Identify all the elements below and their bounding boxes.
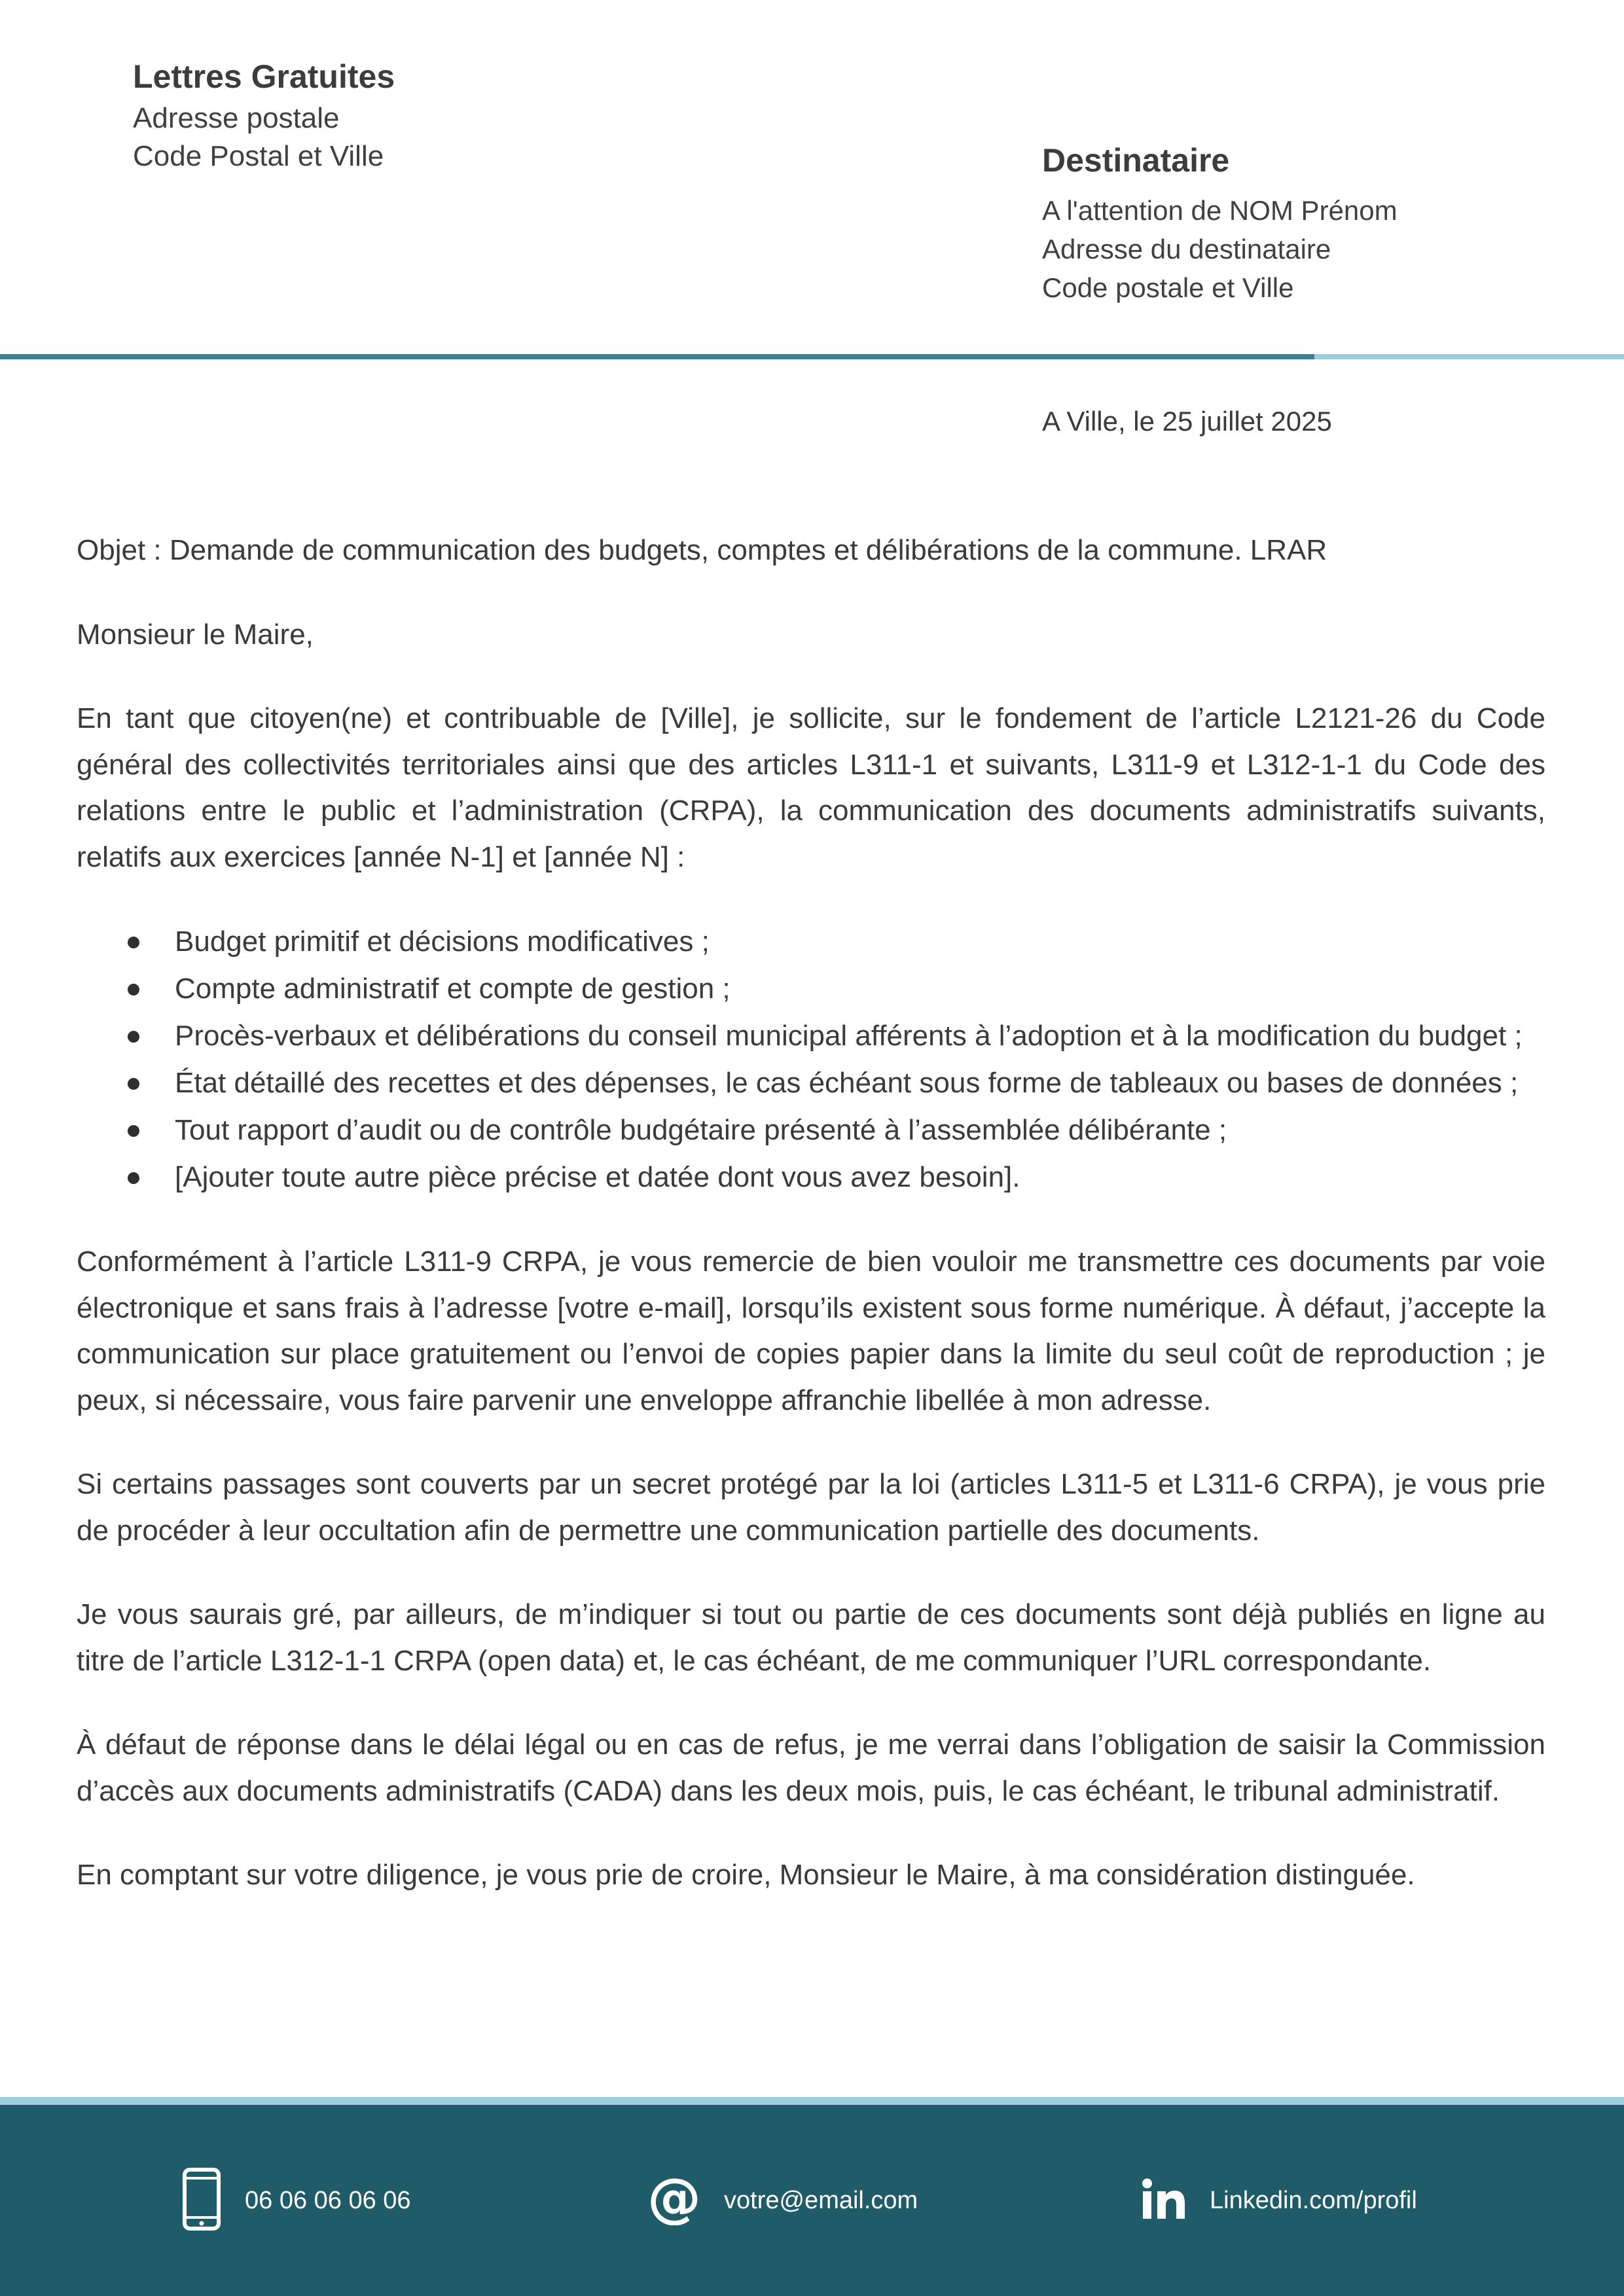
linkedin-text: Linkedin.com/profil: [1210, 2187, 1417, 2214]
letter-intro: En tant que citoyen(ne) et contribuable de [Ville], je sollicite, sur le fondement de l’article L2121-26 du Code général des collectivités territoriales ainsi que des articles L311-1 et suivants, L311-9 et L312-1-1 du Code des relations entre le public et l’administration (CRPA), la communication des documents administratifs suivants, relatifs aux exercices [année N-1] et [année N] :: [77, 702, 1545, 873]
letter-closing: En comptant sur votre diligence, je vous prie de croire, Monsieur le Maire, à ma considération distinguée.: [77, 1859, 1415, 1891]
letter-salutation: Monsieur le Maire,: [77, 618, 314, 651]
recipient-title: Destinataire: [1042, 142, 1230, 179]
phone-text: 06 06 06 06 06: [245, 2187, 411, 2214]
sender-address: Adresse postale: [133, 102, 340, 134]
contact-phone: [182, 2105, 411, 2296]
contact-footer: [0, 2105, 1624, 2296]
recipient-address: Adresse du destinataire: [1042, 234, 1331, 264]
sender-name: Lettres Gratuites: [133, 58, 395, 95]
recipient-city: Code postale et Ville: [1042, 272, 1294, 303]
letter-date: A Ville, le 25 juillet 2025: [1042, 406, 1332, 437]
svg-text:@: @: [648, 2172, 700, 2225]
footer-divider: [0, 2097, 1624, 2105]
linkedin-icon: [1142, 2178, 1186, 2223]
email-text: votre@email.com: [724, 2187, 918, 2214]
paragraph-transmission: Conformément à l’article L311-9 CRPA, je vous remercie de bien vouloir me transmettre ces documents par voie électronique et sans frais à l’adresse [votre e-mail], lorsqu’ils existent sous forme numérique. À défaut, j’accepte la communication sur place gratuitement ou l’envoi de copies papier dans la limite du seul coût de reproduction ; je peux, si nécessaire, vous faire parvenir une enveloppe affranchie libellée à mon adresse.: [77, 1246, 1545, 1416]
paragraph-opendata: Je vous saurais gré, par ailleurs, de m’indiquer si tout ou partie de ces documents sont déjà publiés en ligne au titre de l’article L312-1-1 CRPA (open data) et, le cas échéant, de me communiquer l’URL correspondante.: [77, 1598, 1545, 1677]
recipient-attention: A l'attention de NOM Prénom: [1042, 195, 1398, 226]
letter-subject: Objet : Demande de communication des budgets, comptes et délibérations de la commune. LRAR: [77, 534, 1327, 566]
list-item: Budget primitif et décisions modificatives ;: [77, 918, 1545, 965]
recipient-block: [1042, 137, 1398, 307]
list-item: [Ajouter toute autre pièce précise et datée dont vous avez besoin].: [77, 1154, 1545, 1201]
contact-email: [648, 2105, 918, 2296]
header-divider-light: [1314, 354, 1624, 359]
phone-icon: [182, 2168, 221, 2234]
paragraph-secret: Si certains passages sont couverts par un secret protégé par la loi (articles L311-5 et L311-6 CRPA), je vous prie de procéder à leur occultation afin de permettre une communication partielle des documents.: [77, 1468, 1545, 1547]
contact-linkedin: [1142, 2105, 1417, 2296]
list-item: Tout rapport d’audit ou de contrôle budgétaire présenté à l’assemblée délibérante ;: [77, 1107, 1545, 1154]
document-list: [77, 918, 1545, 1201]
list-item: État détaillé des recettes et des dépenses, le cas échéant sous forme de tableaux ou bases de données ;: [77, 1060, 1545, 1107]
list-item: Procès-verbaux et délibérations du conseil municipal afférents à l’adoption et à la modification du budget ;: [77, 1013, 1545, 1060]
at-sign-icon: [648, 2173, 700, 2229]
paragraph-cada: À défaut de réponse dans le délai légal ou en cas de refus, je me verrai dans l’obligation de saisir la Commission d’accès aux documents administratifs (CADA) dans les deux mois, puis, le cas échéant, le tribunal administratif.: [77, 1729, 1545, 1807]
sender-block: [133, 54, 395, 175]
sender-city: Code Postal et Ville: [133, 140, 384, 172]
list-item: Compte administratif et compte de gestion ;: [77, 965, 1545, 1013]
letter-body: [77, 528, 1545, 1937]
header-divider-dark: [0, 354, 1314, 359]
